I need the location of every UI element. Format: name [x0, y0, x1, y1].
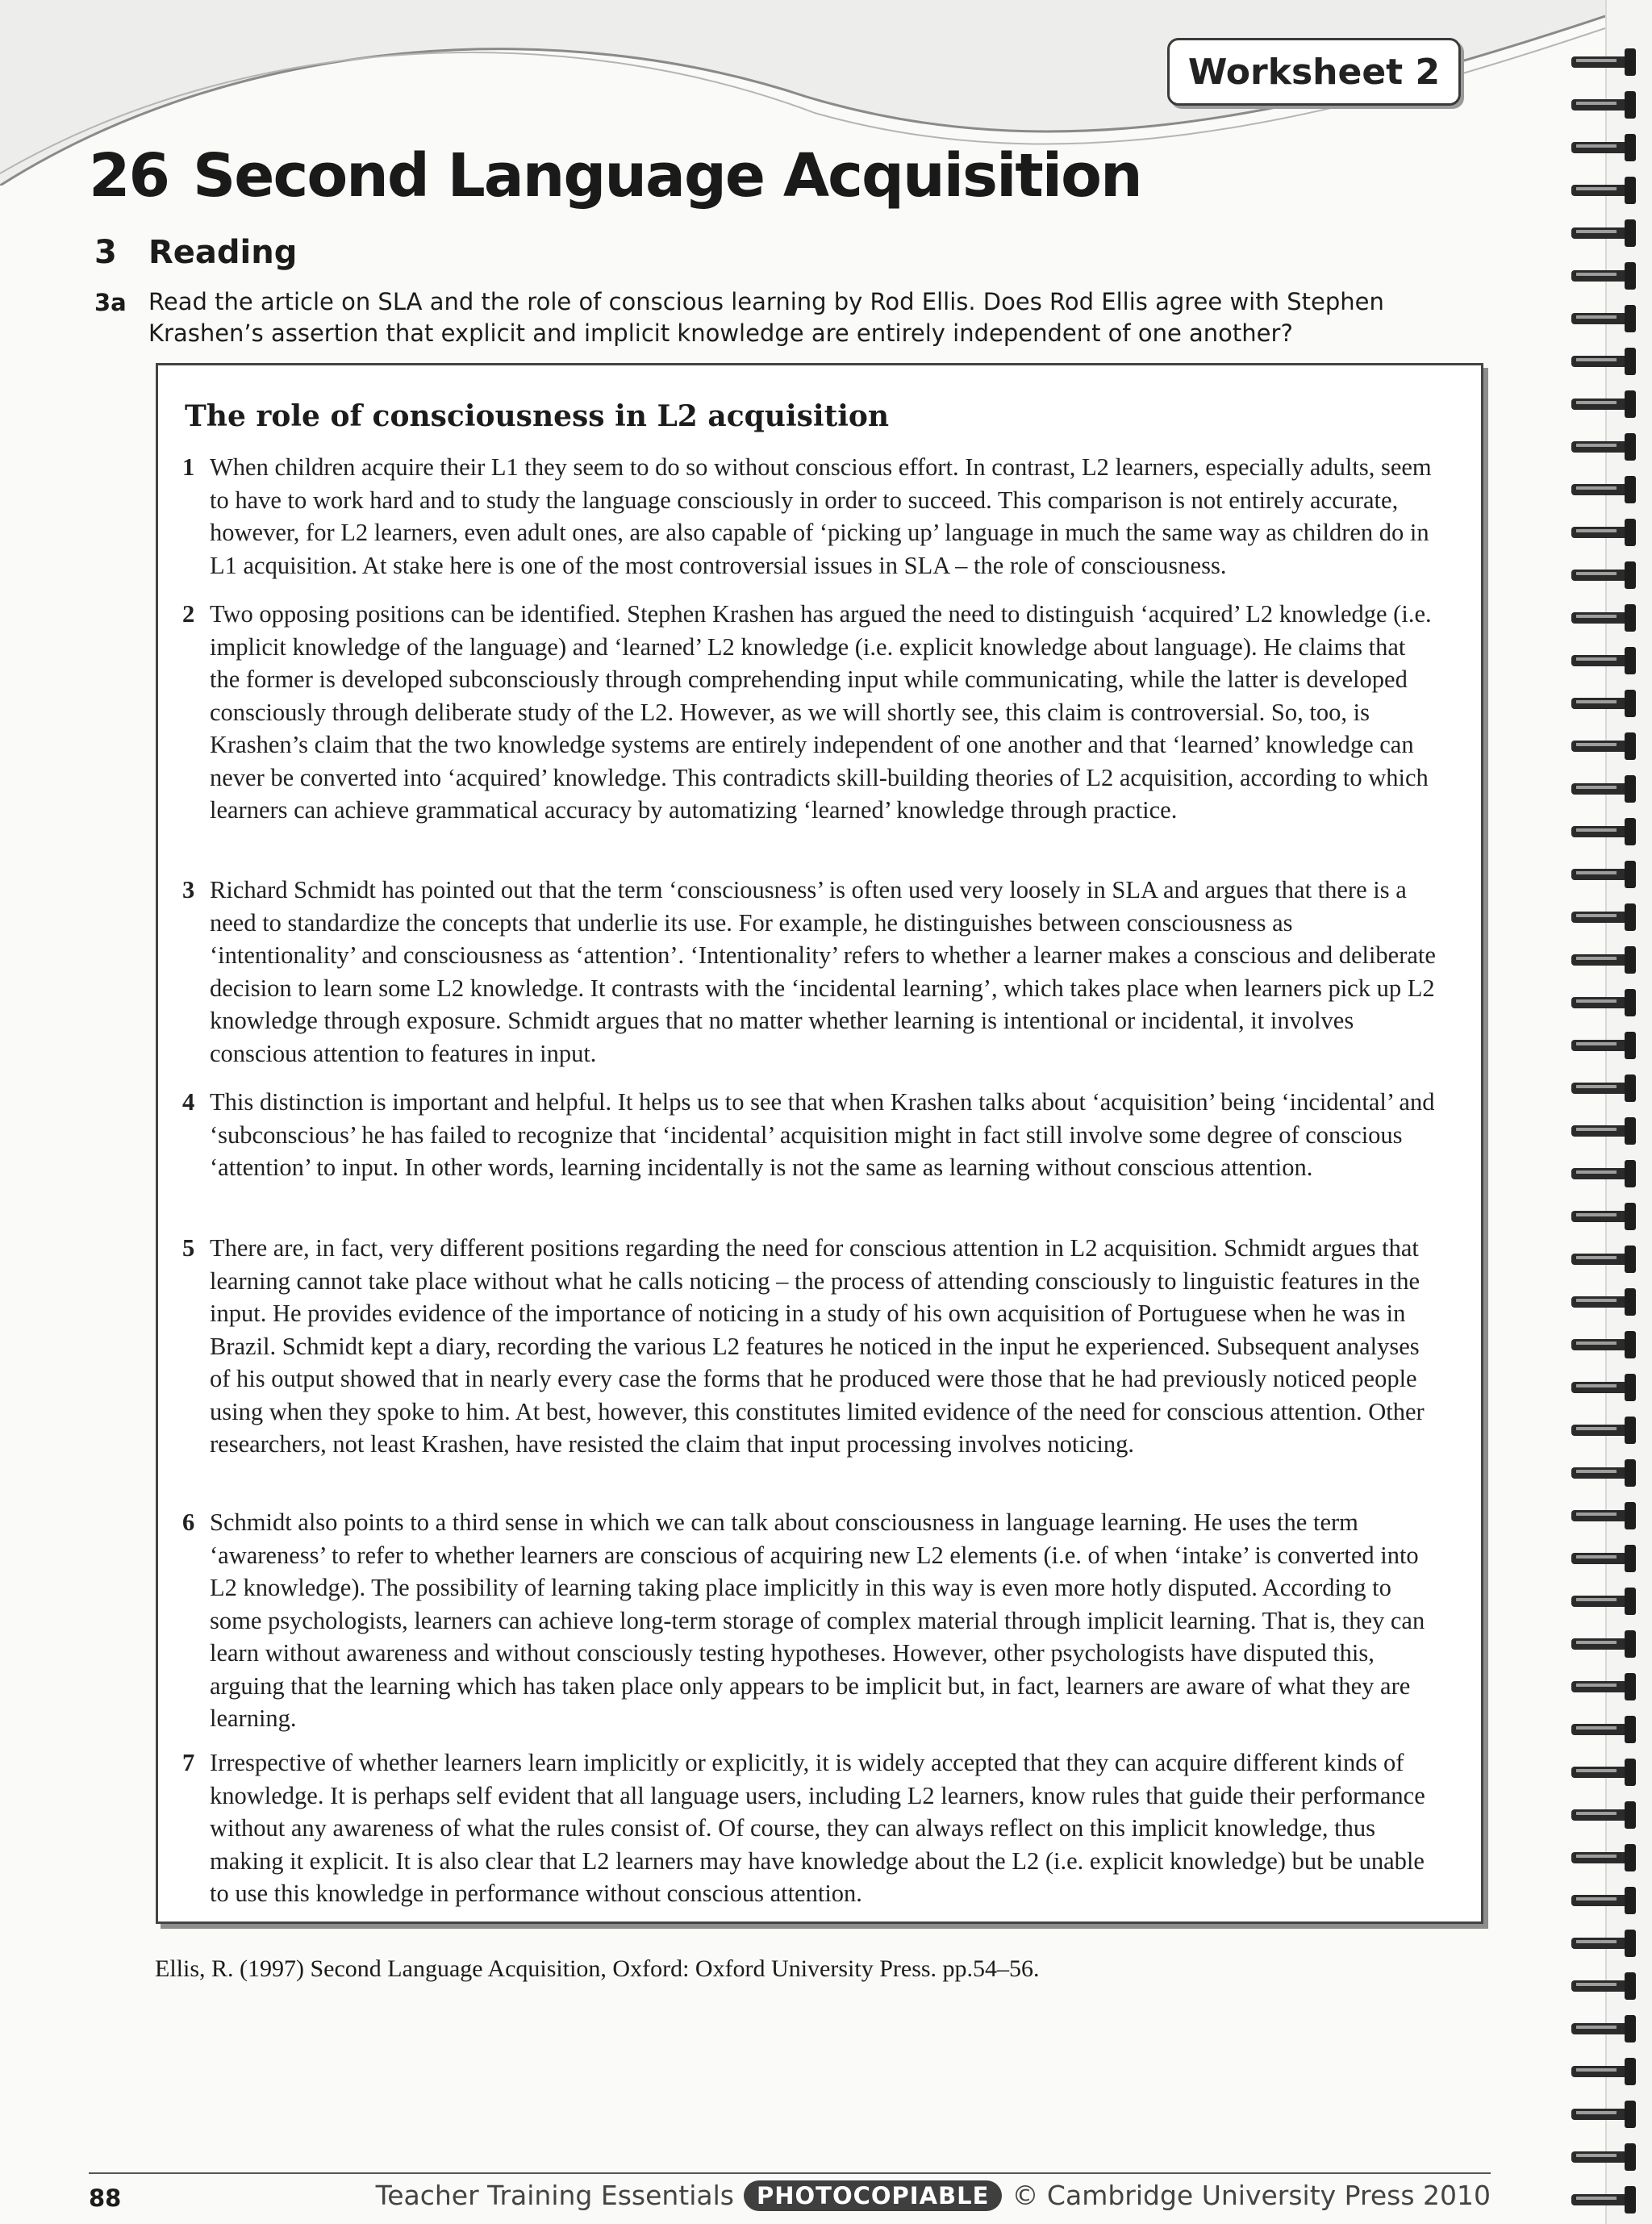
page-number: 88 — [89, 2184, 122, 2212]
paragraph-number: 1 — [182, 453, 195, 481]
section-heading — [94, 234, 297, 271]
citation: Ellis, R. (1997) Second Language Acquisition, Oxford: Oxford University Press. pp.54–56. — [155, 1955, 1040, 1982]
binding-ring — [1571, 2101, 1636, 2128]
section-number: 3 — [94, 234, 117, 271]
binding-ring — [1571, 1032, 1636, 1059]
paragraph — [182, 598, 1441, 827]
binding-ring — [1571, 1801, 1636, 1829]
paragraph — [182, 874, 1441, 1070]
paragraph-number: 6 — [182, 1508, 195, 1536]
paragraph — [182, 1232, 1441, 1461]
paragraph — [182, 1746, 1441, 1910]
paragraph — [182, 1086, 1441, 1184]
binding-ring — [1571, 1630, 1636, 1658]
binding-ring — [1571, 1716, 1636, 1743]
binding-ring — [1571, 1930, 1636, 1957]
binding-ring — [1571, 861, 1636, 888]
binding-ring — [1571, 647, 1636, 674]
paragraph-text: When children acquire their L1 they seem to do so without conscious effort. In contrast, L2 learners, especially adults, seem to have to work hard and to study the language consciously in order to succeed. This comparison is not entirely accurate, however, for L2 learners, even adult ones, are also capable of ‘picking up’ language in much the same way as children do in L1 acquisition. At stake here is one of the most controversial issues in SLA – the role of consciousness. — [210, 453, 1432, 579]
binding-ring — [1571, 1246, 1636, 1273]
paragraph-number: 5 — [182, 1234, 195, 1262]
binding-ring — [1571, 690, 1636, 717]
paragraph-number: 3 — [182, 876, 195, 903]
paragraph-text: Schmidt also points to a third sense in which we can talk about consciousness in language learning. He uses the term ‘awareness’ to refer to whether learners are conscious of acquiring new L2 elements (i.e. of when ‘intake’ is converted into L2 knowledge). The possibility of learning taking place implicitly in this way is even more hotly disputed. According to some psychologists, learners can achieve long-term storage of complex material through implicit learning. That is, they can learn without awareness and without consciously testing hypotheses. However, other psychologists have disputed this, arguing that the learning which has taken place only appears to be implicit but, in fact, learners are aware of what they are learning. — [210, 1508, 1425, 1732]
paragraph — [182, 1506, 1441, 1735]
binding-ring — [1571, 989, 1636, 1016]
binding-ring — [1571, 1502, 1636, 1529]
binding-ring — [1571, 1673, 1636, 1700]
binding-ring — [1571, 2015, 1636, 2042]
footer — [376, 2180, 1491, 2211]
binding-ring — [1571, 1545, 1636, 1572]
binding-ring — [1571, 177, 1636, 204]
article-title: The role of consciousness in L2 acquisition — [185, 399, 890, 433]
binding-ring — [1571, 433, 1636, 461]
task-instructions: Read the article on SLA and the role of conscious learning by Rod Ellis. Does Rod Ellis agree with Stephen Krashen’s assertion that explicit and implicit knowledge are entirely independent of one another? — [148, 288, 1384, 347]
binding-ring — [1571, 2186, 1636, 2214]
paragraph-text: Richard Schmidt has pointed out that the term ‘consciousness’ is often used very loosely in SLA and argues that there is a need to standardize the concepts that underlie its use. For example, he distinguishes between consciousness as ‘intentionality’ and consciousness as ‘attention’. ‘Intentionality’ refers to whether a learner makes a conscious and deliberate decision to learn some L2 knowledge. It contrasts with the ‘incidental learning’, which takes place when learners pick up L2 knowledge through exposure. Schmidt argues that no matter whether learning is intentional or incidental, it involves conscious attention to features in input. — [210, 876, 1436, 1067]
paragraph-number: 7 — [182, 1749, 195, 1776]
binding-ring — [1571, 134, 1636, 161]
binding-ring — [1571, 732, 1636, 760]
binding-ring — [1571, 903, 1636, 931]
binding-ring — [1571, 604, 1636, 632]
binding-ring — [1571, 262, 1636, 290]
footer-rule — [89, 2172, 1491, 2174]
binding-ring — [1571, 476, 1636, 503]
binding-ring — [1571, 348, 1636, 375]
binding-ring — [1571, 91, 1636, 119]
task-label: 3a — [94, 289, 127, 316]
binding-ring — [1571, 219, 1636, 247]
paragraph-text: There are, in fact, very different positions regarding the need for conscious attention in L2 acquisition. Schmidt argues that learning cannot take place without what he calls noticing – the process of attending consciously to linguistic features in the input. He provides evidence of the importance of noticing in a study of his own acquisition of Portuguese when he was in Brazil. Schmidt kept a diary, recording the various L2 features he noticed in the input he experienced. Subsequent analyses of his output showed that in nearly every case the forms that he produced were those that he had previously noticed people using when they spoke to him. At best, however, this constitutes limited evidence of the need for conscious attention. Other researchers, not least Krashen, have resisted the claim that input processing involves noticing. — [210, 1234, 1425, 1458]
binding-ring — [1571, 1417, 1636, 1444]
binding-ring — [1571, 1074, 1636, 1102]
binding-ring — [1571, 1588, 1636, 1615]
binding-ring — [1571, 519, 1636, 546]
paragraph — [182, 451, 1441, 582]
binding-ring — [1571, 390, 1636, 418]
binding-ring — [1571, 1844, 1636, 1871]
binding-ring — [1571, 2143, 1636, 2171]
binding-ring — [1571, 1972, 1636, 2000]
unit-title-text: Second Language Acquisition — [192, 141, 1141, 211]
binding-ring — [1571, 1331, 1636, 1358]
binding-ring — [1571, 1759, 1636, 1786]
binding-ring — [1571, 946, 1636, 974]
paragraph-text: Two opposing positions can be identified. Stephen Krashen has argued the need to distinguish ‘acquired’ L2 knowledge (i.e. implicit knowledge of the language) and ‘learned’ L2 knowledge (i.e. explicit knowledge about language). He claims that the former is developed subconsciously through comprehending input while communicating, while the latter is developed consciously through deliberate study of the L2. However, as we will shortly see, this claim is controversial. So, too, is Krashen’s claim that the two knowledge systems are entirely independent of one another and that ‘learned’ knowledge can never be converted into ‘acquired’ knowledge. This contradicts skill-building theories of L2 acquisition, according to which learners can achieve grammatical accuracy by automatizing ‘learned’ knowledge through practice. — [210, 600, 1432, 824]
series-name: Teacher Training Essentials — [375, 2180, 734, 2211]
binding-ring — [1571, 305, 1636, 332]
copyright: © Cambridge University Press 2010 — [1012, 2180, 1491, 2211]
binding-ring — [1571, 561, 1636, 589]
photocopiable-badge: PHOTOCOPIABLE — [744, 2180, 1002, 2211]
binding-ring — [1571, 1160, 1636, 1187]
paragraph-number: 2 — [182, 600, 195, 628]
paragraph-text: This distinction is important and helpful. It helps us to see that when Krashen talks about ‘acquisition’ being ‘incidental’ and ‘subconscious’ he has failed to recognize that ‘incidental’ acquisition might in fact still involve some degree of conscious ‘attention’ to input. In other words, learning incidentally is not the same as learning without conscious attention. — [210, 1088, 1435, 1181]
binding-ring — [1571, 1374, 1636, 1401]
article-box — [156, 363, 1483, 1924]
spiral-binding — [1557, 0, 1652, 2224]
section-title: Reading — [148, 234, 298, 271]
unit-title — [89, 141, 1141, 211]
binding-ring — [1571, 775, 1636, 803]
binding-ring — [1571, 1288, 1636, 1316]
binding-ring — [1571, 818, 1636, 845]
binding-ring — [1571, 1203, 1636, 1230]
binding-ring — [1571, 1459, 1636, 1487]
paragraph-text: Irrespective of whether learners learn implicitly or explicitly, it is widely accepted that they can acquire different kinds of knowledge. It is perhaps self evident that all language users, including L2 learners, know rules that guide their performance without any awareness of what the rules consist of. Of course, they can always reflect on this implicit knowledge, thus making it explicit. It is also clear that L2 learners may have knowledge about the L2 (i.e. explicit knowledge) but be unable to use this knowledge in performance without conscious attention. — [210, 1749, 1425, 1907]
binding-ring — [1571, 48, 1636, 76]
paragraph-number: 4 — [182, 1088, 195, 1116]
unit-number: 26 — [89, 141, 169, 211]
worksheet-tab: Worksheet 2 — [1167, 38, 1461, 106]
binding-ring — [1571, 1117, 1636, 1145]
binding-ring — [1571, 1887, 1636, 1914]
binding-ring — [1571, 2058, 1636, 2085]
